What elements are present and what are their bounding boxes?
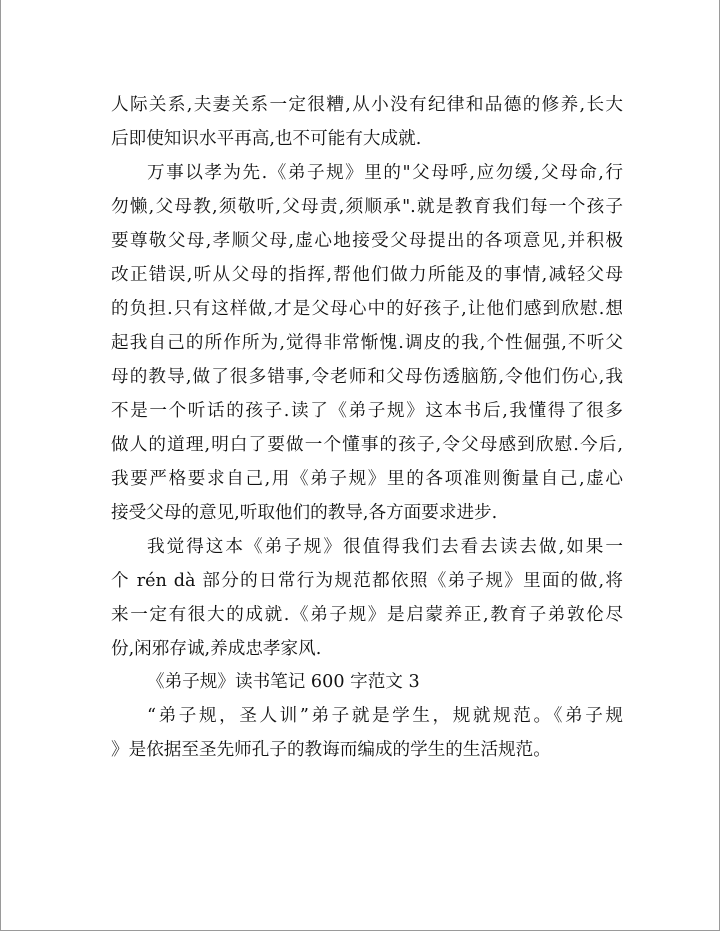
text-line: 起我自己的所作所为,觉得非常惭愧.调皮的我,个性倔强,不听父 <box>111 333 623 353</box>
text-line: 万事以孝为先.《弟子规》里的"父母呼,应勿缓,父母命,行 <box>147 163 623 183</box>
text-line: 个 rén dà 部分的日常行为规范都依照《弟子规》里面的做,将 <box>111 571 623 591</box>
text-line: 》是依据至圣先师孔子的教诲而编成的学生的生活规范。 <box>111 740 551 760</box>
text-line: “弟子规，圣人训”弟子就是学生，规就规范。《弟子规 <box>147 706 623 726</box>
text-line: 我要严格要求自己,用《弟子规》里的各项准则衡量自己,虚心 <box>111 469 623 489</box>
paragraph-1 <box>111 88 623 156</box>
text-line: 勿懒,父母教,须敬听,父母责,须顺承".就是教育我们每一个孩子 <box>111 197 623 217</box>
text-line: 份,闲邪存诚,养成忠孝家风. <box>111 639 322 659</box>
text-line: 母的教导,做了很多错事,令老师和父母伤透脑筋,令他们伤心,我 <box>111 367 623 387</box>
text-line: 不是一个听话的孩子.读了《弟子规》这本书后,我懂得了很多 <box>111 401 623 421</box>
text-line: 我觉得这本《弟子规》很值得我们去看去读去做,如果一 <box>147 537 623 557</box>
text-line: 接受父母的意见,听取他们的教导,各方面要求进步. <box>111 503 498 523</box>
section-heading: 《弟子规》读书笔记 600 字范文 3 <box>147 672 420 692</box>
text-line: 来一定有很大的成就.《弟子规》是启蒙养正,教育子弟敦伦尽 <box>111 605 623 625</box>
document-body <box>111 88 623 767</box>
paragraph-2 <box>111 156 623 530</box>
paragraph-3 <box>111 530 623 666</box>
text-line: 人际关系,夫妻关系一定很糟,从小没有纪律和品德的修养,长大 <box>111 95 623 115</box>
paragraph-4 <box>111 699 623 767</box>
text-line: 后即使知识水平再高,也不可能有大成就. <box>111 129 422 149</box>
text-line: 的负担.只有这样做,才是父母心中的好孩子,让他们感到欣慰.想 <box>111 299 623 319</box>
text-line: 改正错误,听从父母的指挥,帮他们做力所能及的事情,减轻父母 <box>111 265 623 285</box>
text-line: 要尊敬父母,孝顺父母,虚心地接受父母提出的各项意见,并积极 <box>111 231 623 251</box>
text-line: 做人的道理,明白了要做一个懂事的孩子,令父母感到欣慰.今后, <box>111 435 623 455</box>
